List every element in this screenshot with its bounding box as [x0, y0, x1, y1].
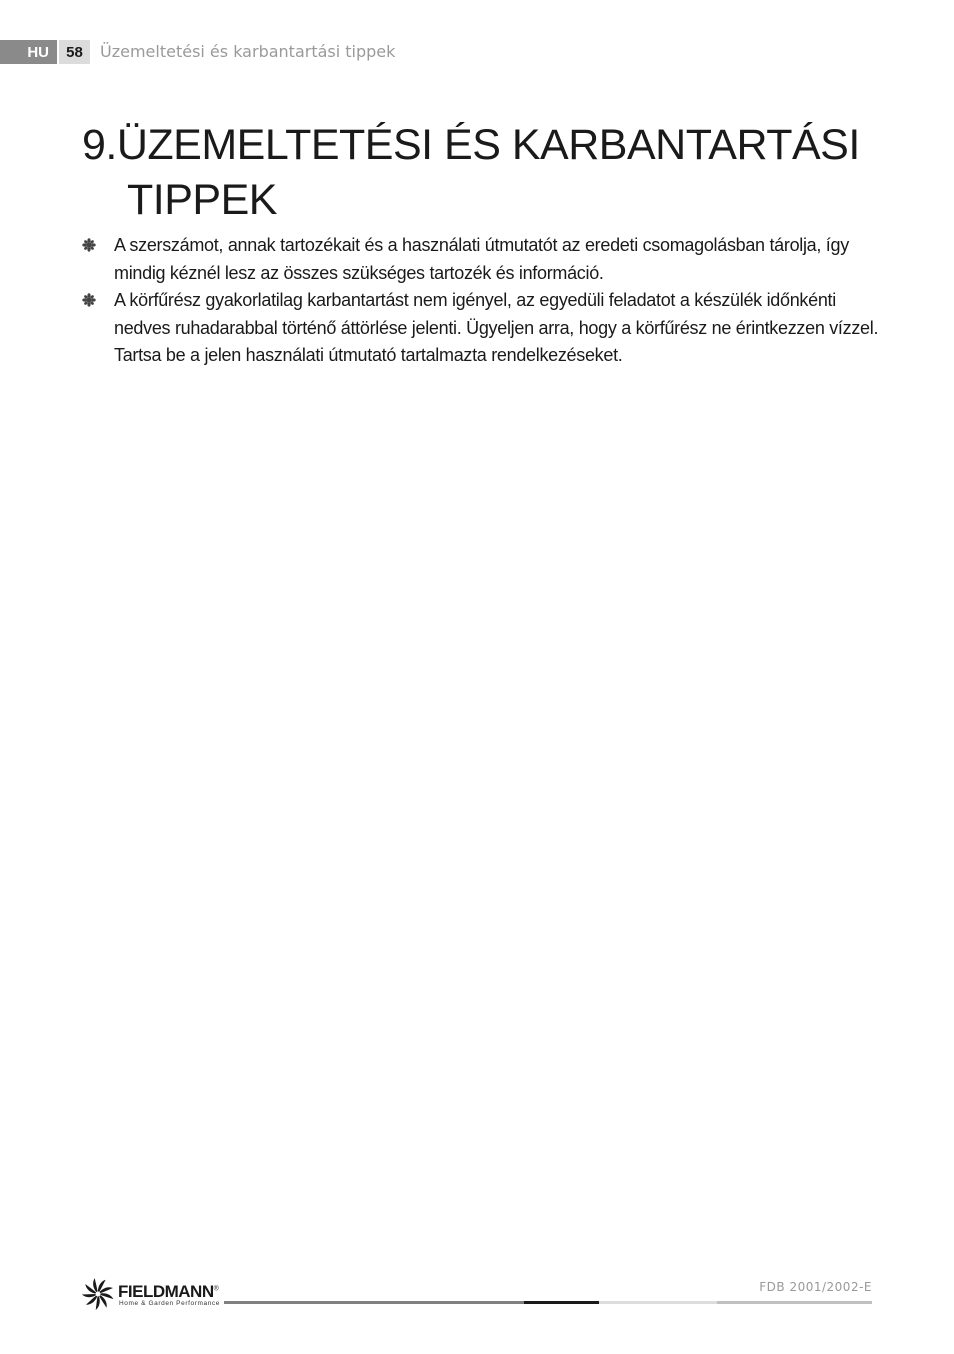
running-header: Üzemeltetési és karbantartási tippek	[100, 42, 396, 61]
model-code: FDB 2001/2002-E	[759, 1280, 872, 1294]
page-title	[82, 118, 860, 228]
list-item	[82, 287, 882, 370]
list-item	[82, 232, 882, 287]
page-number: 58	[59, 40, 90, 64]
tips-list	[82, 232, 882, 370]
registered-mark: ®	[213, 1285, 219, 1293]
page-title-line-1: 9.ÜZEMELTETÉSI ÉS KARBANTARTÁSI	[82, 121, 860, 169]
flower-bullet-icon	[82, 293, 96, 307]
footer-rule-segment	[224, 1301, 524, 1304]
footer-rule-segment	[717, 1301, 872, 1304]
list-item-text: A körfűrész gyakorlatilag karbantartást nem igényel, az egyedüli feladatot a készülék időnkénti nedves ruhadarabbal történő áttörlése jelenti. Ügyeljen arra, hogy a körfűrész ne érintkezzen vízzel. Tartsa be a jelen használati útmutató tartalmazta rendelkezéseket.	[114, 290, 879, 365]
brand-tagline: Home & Garden Performance	[119, 1300, 220, 1307]
fieldmann-logo	[80, 1276, 230, 1314]
fieldmann-swirl-icon	[80, 1276, 116, 1312]
list-item-text: A szerszámot, annak tartozékait és a használati útmutatót az eredeti csomagolásban tárolja, így mindig kéznél lesz az összes szükséges tartozék és információ.	[114, 235, 849, 283]
language-code: HU	[27, 43, 49, 61]
flower-bullet-icon	[82, 238, 96, 252]
brand-text: FIELDMANN	[118, 1282, 214, 1301]
page-title-line-2: TIPPEK	[127, 176, 277, 224]
language-tab	[0, 40, 57, 64]
brand-name	[118, 1282, 218, 1302]
footer-rule-segment	[599, 1301, 717, 1304]
footer-rule-segment	[524, 1301, 599, 1304]
